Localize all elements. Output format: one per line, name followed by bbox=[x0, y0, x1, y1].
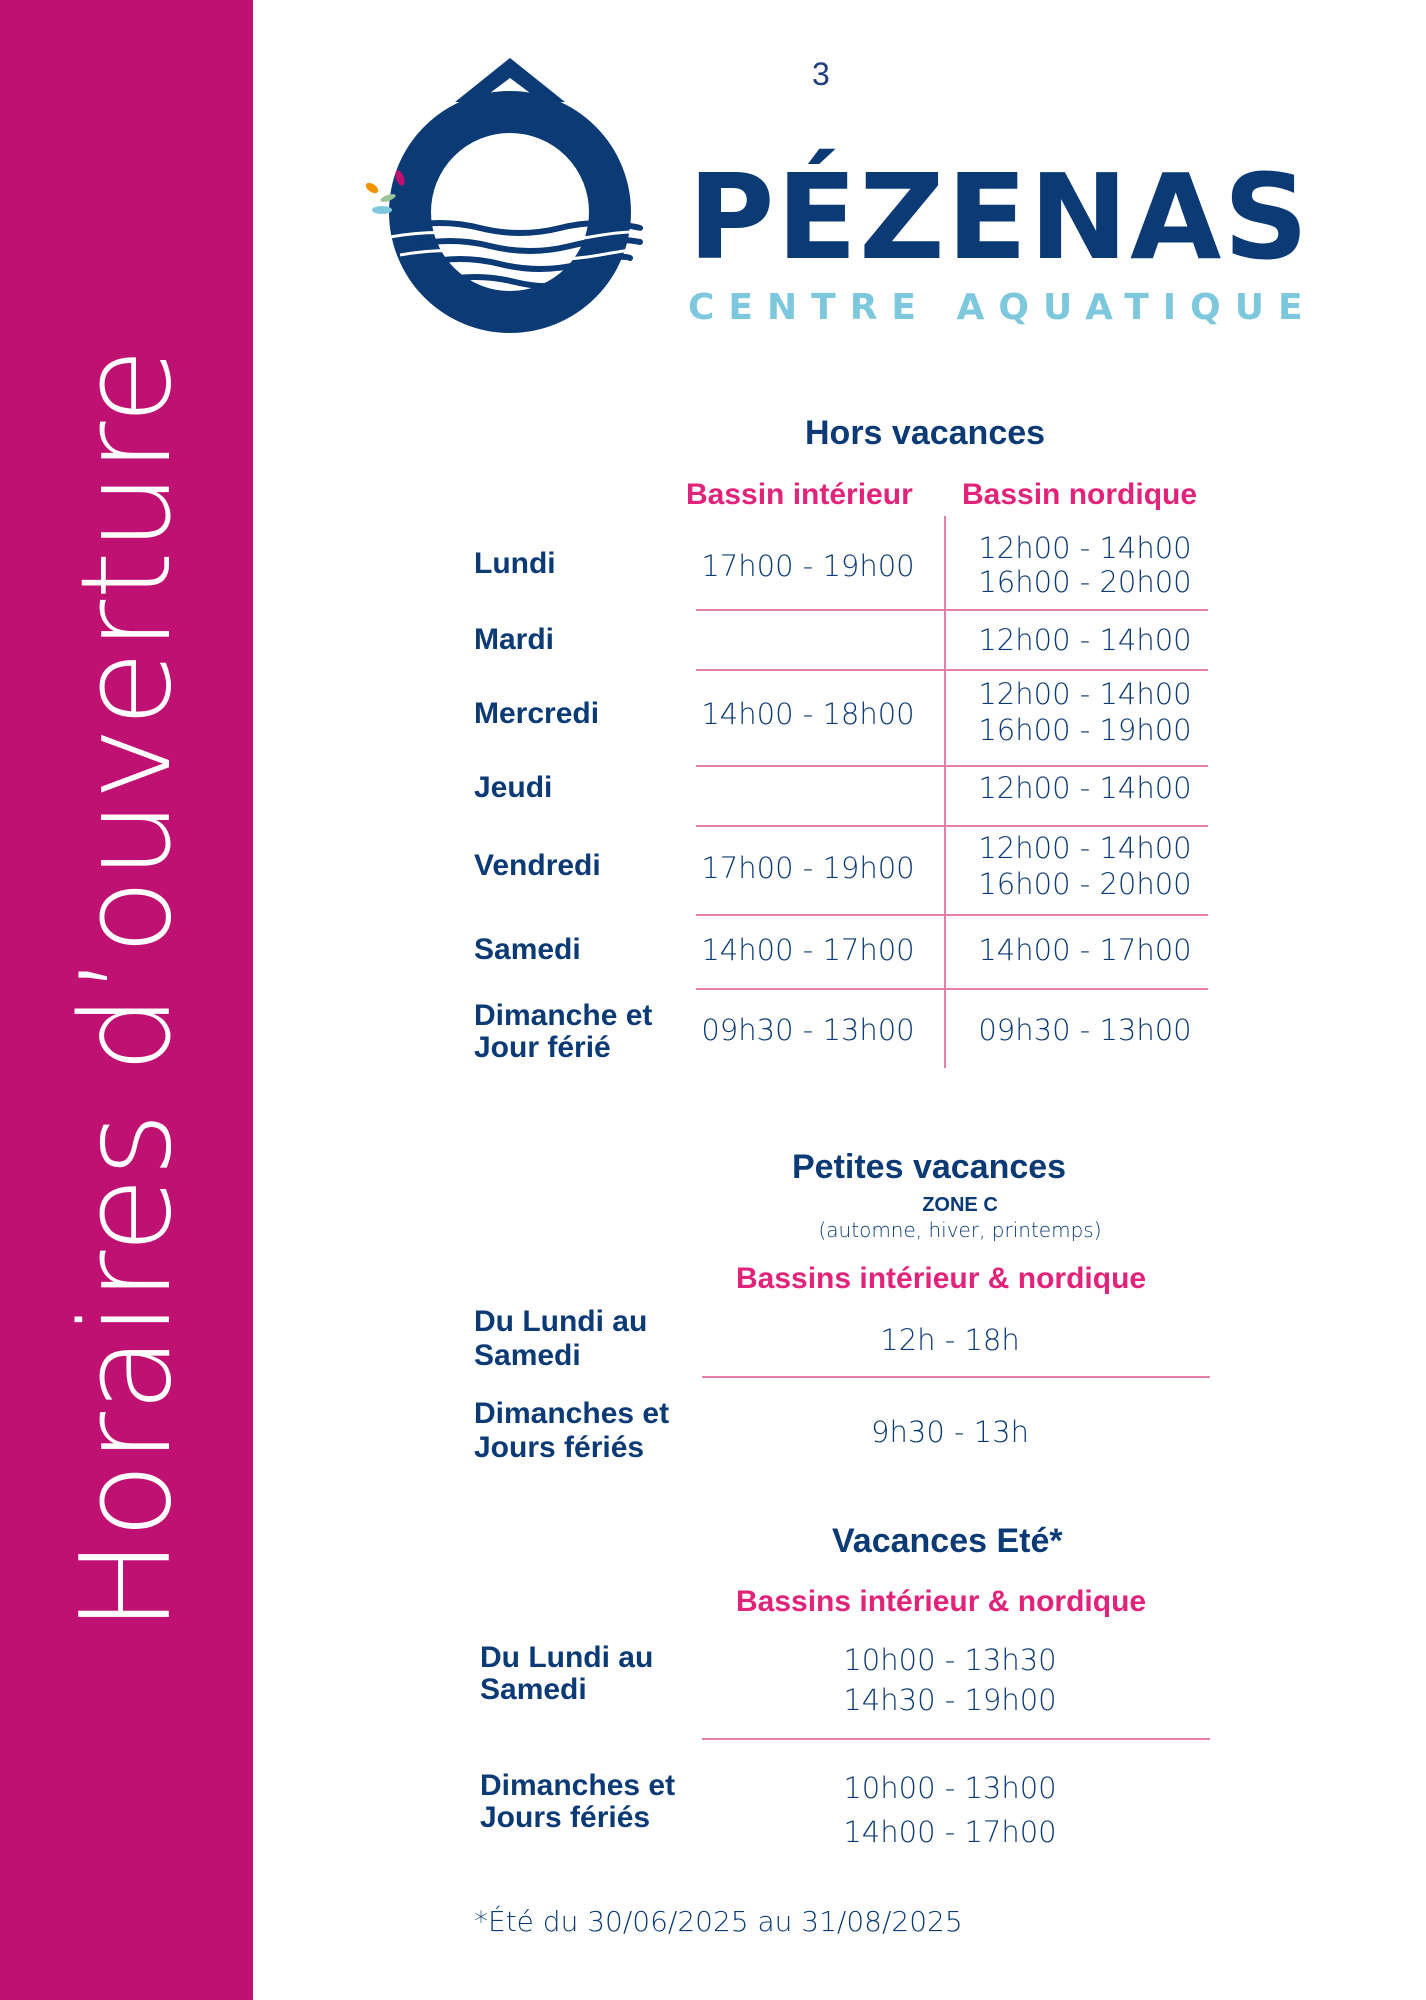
interieur-hours: 17h00 - 19h00 bbox=[701, 549, 915, 583]
brand-subtitle: CENTRE AQUATIQUE bbox=[688, 287, 1317, 328]
day-jours-feries: Jours fériés bbox=[480, 1801, 651, 1834]
hours-value: 14h00 - 17h00 bbox=[843, 1815, 1057, 1849]
nordique-hours: 12h00 - 14h00 bbox=[978, 831, 1192, 865]
day-du-lundi: Du Lundi au bbox=[474, 1305, 648, 1338]
hours-value: 14h30 - 19h00 bbox=[843, 1683, 1057, 1717]
day-jeudi: Jeudi bbox=[474, 771, 553, 804]
interieur-hours: 17h00 - 19h00 bbox=[701, 851, 915, 885]
row-divider bbox=[696, 825, 1208, 827]
nordique-hours: 12h00 - 14h00 bbox=[978, 531, 1192, 565]
row-divider bbox=[696, 669, 1208, 671]
row-divider bbox=[702, 1738, 1210, 1740]
zone-note: (automne, hiver, printemps) bbox=[818, 1218, 1102, 1242]
day-dimanche: Dimanche et bbox=[474, 999, 653, 1032]
column-header-bassins: Bassins intérieur & nordique bbox=[736, 1262, 1147, 1295]
day-lundi: Lundi bbox=[474, 547, 556, 580]
footnote: *Été du 30/06/2025 au 31/08/2025 bbox=[474, 1905, 963, 1938]
interieur-hours: 14h00 - 18h00 bbox=[701, 697, 915, 731]
nordique-hours: 16h00 - 20h00 bbox=[978, 867, 1192, 901]
column-header-bassin-interieur: Bassin intérieur bbox=[686, 478, 913, 511]
nordique-hours: 12h00 - 14h00 bbox=[978, 771, 1192, 805]
day-jours-feries: Jours fériés bbox=[474, 1431, 645, 1464]
day-samedi: Samedi bbox=[480, 1673, 587, 1706]
row-divider bbox=[696, 914, 1208, 916]
page-number: 3 bbox=[812, 56, 830, 92]
row-divider bbox=[696, 765, 1208, 767]
nordique-hours: 14h00 - 17h00 bbox=[978, 933, 1192, 967]
nordique-hours: 16h00 - 19h00 bbox=[978, 713, 1192, 747]
nordique-hours: 16h00 - 20h00 bbox=[978, 565, 1192, 599]
row-divider bbox=[702, 1376, 1210, 1378]
day-samedi: Samedi bbox=[474, 933, 581, 966]
day-mardi: Mardi bbox=[474, 623, 555, 656]
interieur-hours: 14h00 - 17h00 bbox=[701, 933, 915, 967]
section-title-vacances-ete: Vacances Eté* bbox=[832, 1522, 1063, 1560]
day-du-lundi: Du Lundi au bbox=[480, 1641, 654, 1674]
hours-value: 12h - 18h bbox=[880, 1323, 1020, 1357]
brand-name: PÉZENAS bbox=[688, 148, 1311, 286]
column-header-bassins: Bassins intérieur & nordique bbox=[736, 1585, 1147, 1618]
day-samedi: Samedi bbox=[474, 1339, 581, 1372]
row-divider bbox=[696, 988, 1208, 990]
nordique-hours: 12h00 - 14h00 bbox=[978, 623, 1192, 657]
sidebar-band bbox=[0, 0, 253, 2000]
day-dimanches: Dimanches et bbox=[480, 1769, 676, 1802]
hours-value: 10h00 - 13h00 bbox=[843, 1771, 1057, 1805]
zone-label: ZONE C bbox=[922, 1194, 998, 1216]
day-jour-ferie: Jour férié bbox=[474, 1031, 611, 1064]
column-divider bbox=[944, 516, 946, 1068]
hours-value: 10h00 - 13h30 bbox=[843, 1643, 1057, 1677]
page-title: Horaires d’ouverture bbox=[55, 347, 199, 1633]
nordique-hours: 09h30 - 13h00 bbox=[978, 1013, 1192, 1047]
row-divider bbox=[696, 609, 1208, 611]
day-dimanches: Dimanches et bbox=[474, 1397, 670, 1430]
day-vendredi: Vendredi bbox=[474, 849, 601, 882]
interieur-hours: 09h30 - 13h00 bbox=[701, 1013, 915, 1047]
column-header-bassin-nordique: Bassin nordique bbox=[962, 478, 1198, 511]
section-title-hors-vacances: Hors vacances bbox=[805, 414, 1046, 452]
section-title-petites-vacances: Petites vacances bbox=[792, 1148, 1067, 1186]
hours-value: 9h30 - 13h bbox=[871, 1415, 1029, 1449]
day-mercredi: Mercredi bbox=[474, 697, 600, 730]
nordique-hours: 12h00 - 14h00 bbox=[978, 677, 1192, 711]
